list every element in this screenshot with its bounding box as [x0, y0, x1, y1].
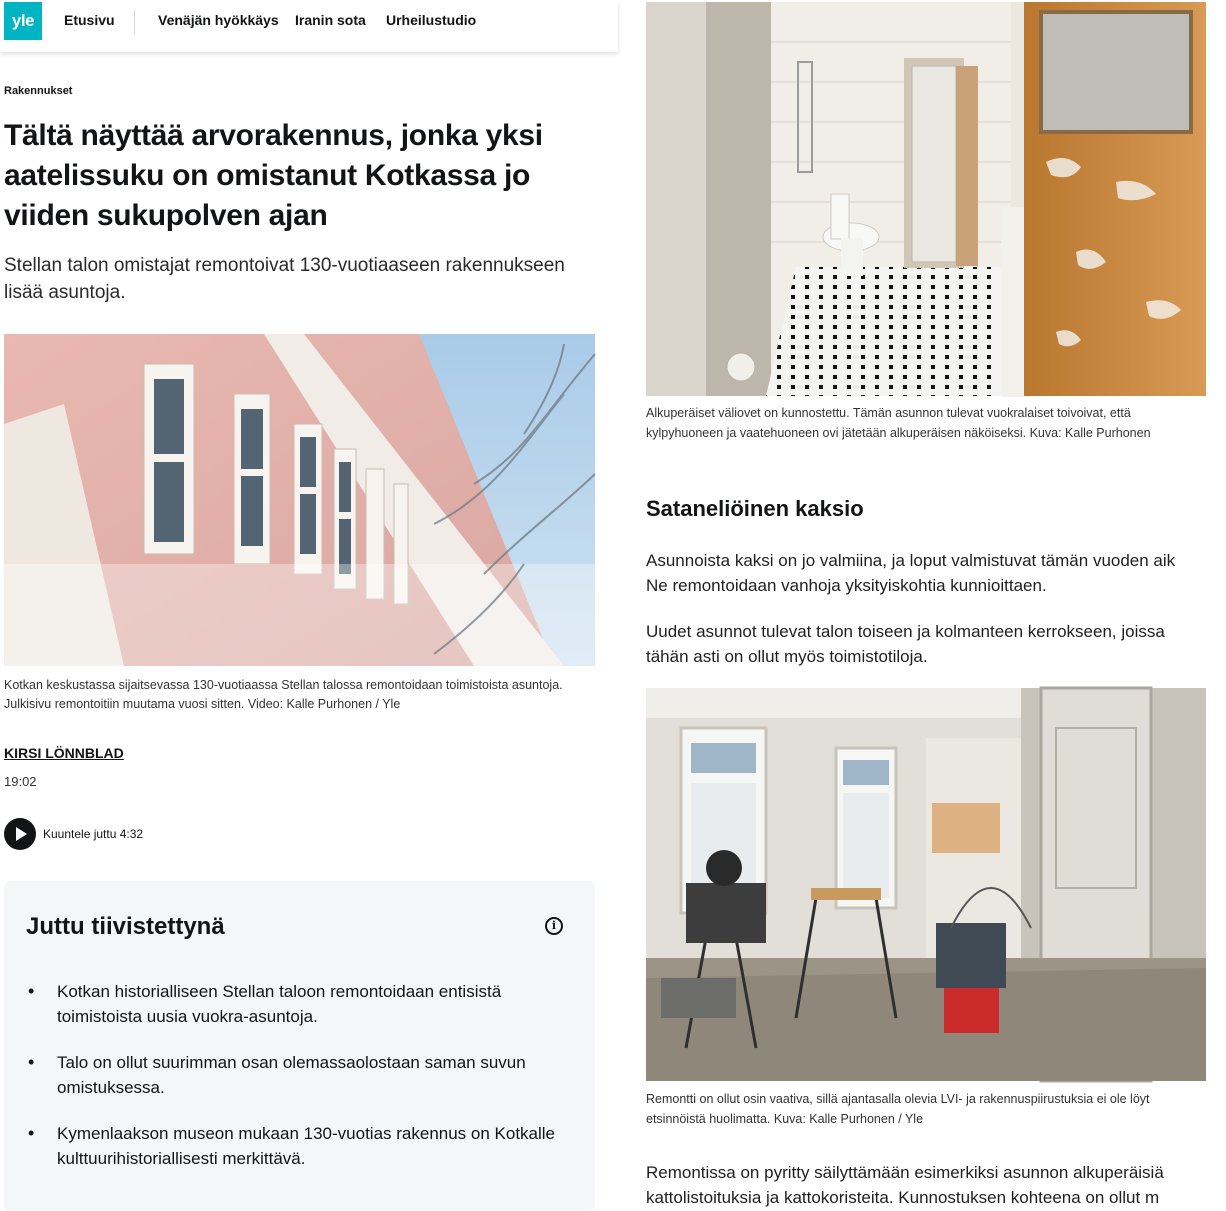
nav-divider: [134, 10, 135, 34]
nav-item-iranin-sota[interactable]: Iranin sota: [295, 12, 366, 28]
yle-logo[interactable]: yle: [4, 2, 42, 40]
paragraph-line: Uudet asunnot tulevat talon toiseen ja kolmanteen kerrokseen, joissa: [646, 622, 1165, 641]
article-category[interactable]: Rakennukset: [4, 85, 73, 97]
author-link[interactable]: KIRSI LÖNNBLAD: [4, 745, 124, 761]
top-navigation: [0, 0, 618, 52]
listen-article-button[interactable]: [4, 818, 143, 850]
paragraph-line: tähän asti on ollut myös toimistotiloja.: [646, 647, 928, 666]
building-facade-image: [4, 334, 595, 666]
article-lead: Stellan talon omistajat remontoivat 130-vuotiaaseen rakennukseen lisää asuntoja.: [4, 255, 565, 303]
summary-item: • Kymenlaakson museon mukaan 130-vuotias rakennus on Kotkalle kulttuurihistoriallisesti merkittävä.: [26, 1121, 566, 1171]
paragraph: [646, 619, 1226, 669]
renovation-photo[interactable]: [646, 688, 1206, 1081]
video-player[interactable]: [4, 334, 595, 666]
video-caption: Kotkan keskustassa sijaitsevassa 130-vuotiaassa Stellan talossa remontoidaan toimistoista asuntoja. Julkisivu remontoitiin muutama vuosi sitten. Video: Kalle Purhonen / Yle: [4, 678, 563, 711]
caption-line: kylpyhuoneen ja vaatehuoneen ovi jätetään alkuperäisen näköiseksi. Kuva: Kalle Purhonen: [646, 426, 1151, 440]
summary-title: Juttu tiivistettynä: [26, 913, 225, 940]
info-icon[interactable]: i: [545, 917, 563, 935]
publish-time: 19:02: [4, 774, 37, 789]
article-headline: Tältä näyttää arvorakennus, jonka yksi aatelissuku on omistanut Kotkassa jo viiden sukupolven ajan: [4, 119, 543, 232]
nav-home[interactable]: Etusivu: [64, 12, 115, 28]
nav-item-venajan-hyokkays[interactable]: Venäjän hyökkäys: [158, 12, 279, 28]
renovation-caption: [646, 1089, 1216, 1129]
caption-line: etsinnöistä huolimatta. Kuva: Kalle Purhonen / Yle: [646, 1112, 924, 1126]
bathroom-caption: [646, 403, 1216, 443]
bathroom-photo[interactable]: [646, 2, 1206, 396]
summary-item: • Kotkan historialliseen Stellan taloon remontoidaan entisistä toimistoista uusia vuokra-asuntoja.: [26, 979, 566, 1029]
caption-line: Remontti on ollut osin vaativa, sillä ajantasalla olevia LVI- ja rakennuspiirustuksia ei ole löyt: [646, 1092, 1150, 1106]
summary-item: • Talo on ollut suurimman osan olemassaolostaan saman suvun omistuksessa.: [26, 1050, 566, 1100]
nav-item-urheilustudio[interactable]: Urheilustudio: [386, 12, 477, 28]
paragraph-line: Ne remontoidaan vanhoja yksityiskohtia kunnioittaen.: [646, 576, 1047, 595]
article-continuation: [618, 0, 1200, 1207]
article-column: [0, 0, 618, 1200]
renovation-room-image: [646, 688, 1206, 1081]
paragraph: [646, 548, 1226, 598]
summary-box: [4, 881, 595, 1211]
summary-list: [26, 979, 566, 1192]
listen-label: Kuuntele juttu 4:32: [43, 827, 144, 841]
paragraph-line: Asunnoista kaksi on jo valmiina, ja loput valmistuvat tämän vuoden aik: [646, 551, 1176, 570]
paragraph: [646, 1160, 1226, 1210]
paragraph-line: kattolistoituksia ja kattokoristeita. Kunnostuksen kohteena on ollut m: [646, 1188, 1160, 1207]
section-heading: Sataneliöinen kaksio: [646, 496, 864, 521]
paragraph-line: Remontissa on pyritty säilyttämään esimerkiksi asunnon alkuperäisiä: [646, 1163, 1164, 1182]
play-icon[interactable]: [4, 818, 36, 850]
caption-line: Alkuperäiset väliovet on kunnostettu. Tämän asunnon tulevat vuokralaiset toivoivat, että: [646, 406, 1131, 420]
bathroom-image: [646, 2, 1206, 396]
